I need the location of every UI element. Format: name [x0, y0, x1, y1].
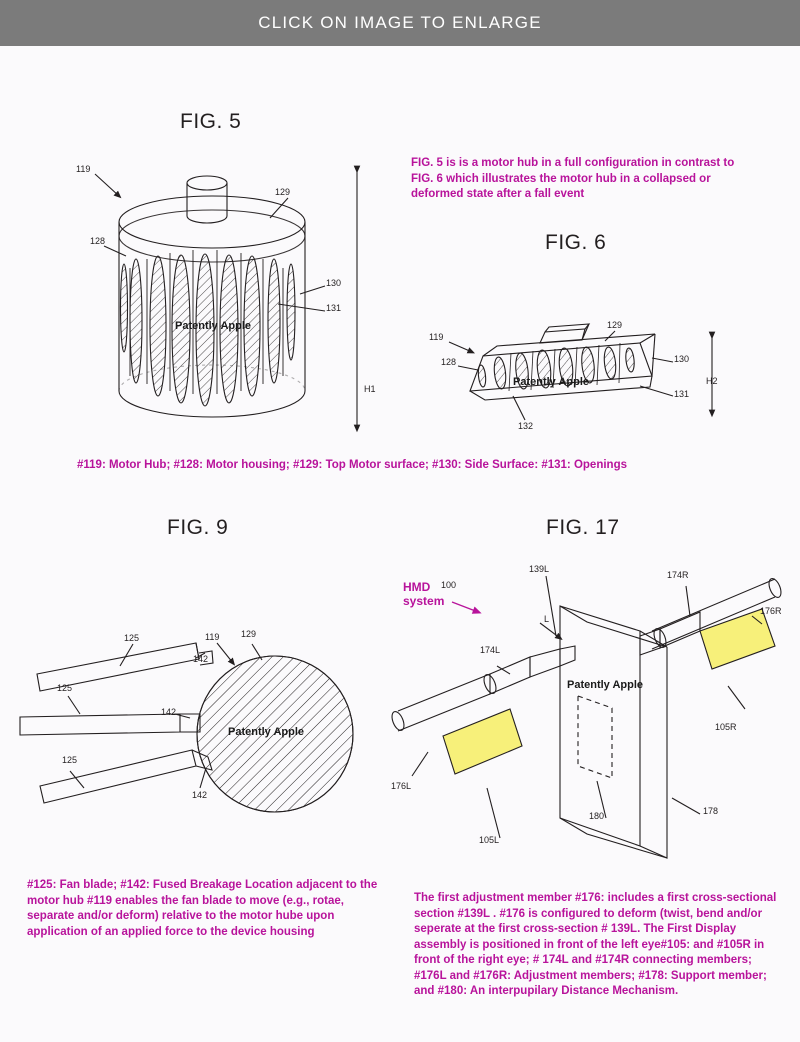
- fig5-label-130: 130: [326, 278, 342, 288]
- fig5-label-128: 128: [90, 236, 106, 246]
- fig17-label-100: 100: [441, 580, 457, 590]
- fig17-watermark: Patently Apple: [567, 679, 643, 691]
- fig9-title: FIG. 9: [167, 516, 229, 539]
- fig5-fig6-note: FIG. 5 is is a motor hub in a full configuration in contrast to FIG. 6 which illustrates the motor hub in a collapsed or deformed state after a fall event: [411, 157, 735, 200]
- fig17-label-105R: 105R: [715, 722, 737, 732]
- fig6-watermark: Patently Apple: [513, 376, 589, 388]
- patent-figure-sheet: [0, 46, 800, 1042]
- fig17-label-180: 180: [589, 811, 605, 821]
- fig9-label-142-b: 142: [161, 707, 177, 717]
- fig6-label-129: 129: [607, 320, 623, 330]
- fig5-watermark: Patently Apple: [175, 320, 251, 332]
- fig17-label-105L: 105L: [479, 835, 500, 845]
- fig6-label-h2: H2: [706, 376, 718, 386]
- fig17-label-174R: 174R: [667, 570, 689, 580]
- fig6-label-128: 128: [441, 357, 457, 367]
- fig9-label-142-c: 142: [192, 790, 208, 800]
- caption-fig9: #125: Fan blade; #142: Fused Breakage Location adjacent to the motor hub #119 enables the fan blade to move (e.g., rotae, separate and/or deform) relative to the motor hube upon application of an applied force to the device housing: [27, 879, 378, 938]
- fig17-hmd-label: HMD system: [403, 580, 445, 608]
- enlarge-banner[interactable]: [0, 0, 800, 46]
- fig17-label-176L: 176L: [391, 781, 412, 791]
- fig9-watermark: Patently Apple: [228, 726, 304, 738]
- fig5-label-h1: H1: [364, 384, 376, 394]
- fig5-label-119: 119: [76, 164, 91, 174]
- fig17-label-178: 178: [703, 806, 719, 816]
- fig5-title: FIG. 5: [180, 110, 242, 133]
- fig6-title: FIG. 6: [545, 231, 607, 254]
- fig17-label-176R: 176R: [760, 606, 782, 616]
- fig9-label-142-a: 142: [193, 654, 209, 664]
- fig17-label-L: L: [544, 614, 550, 624]
- fig6-label-132: 132: [518, 421, 534, 431]
- fig6-label-119: 119: [429, 332, 444, 342]
- caption-fig17: The first adjustment member #176: includes a first cross-sectional section #139L . #176 is configured to deform (twist, bend and/or seperate at the first cross-section # 139L. The First Display assembly is positioned in front of the left eye#105: and #105R in front of the right eye; # 174L and #174R connecting members; #176L and #176R: Adjustment members; #178: Support member; and #180: An interpupilary Distance Mechanism.: [414, 892, 777, 997]
- fig5-label-129: 129: [275, 187, 291, 197]
- caption-fig5-fig6: #119: Motor Hub; #128: Motor housing; #129: Top Motor surface; #130: Side Surface: #131: Openings: [77, 459, 627, 471]
- fig17-label-139L: 139L: [529, 564, 550, 574]
- fig9-label-119: 119: [205, 632, 220, 642]
- fig5-label-131: 131: [326, 303, 342, 313]
- fig17-label-174L: 174L: [480, 645, 501, 655]
- fig6-label-130: 130: [674, 354, 690, 364]
- fig9-label-125-b: 125: [57, 683, 73, 693]
- fig9-label-129: 129: [241, 629, 257, 639]
- fig9-label-125-c: 125: [62, 755, 78, 765]
- banner-text: CLICK ON IMAGE TO ENLARGE: [258, 13, 542, 32]
- fig17-title: FIG. 17: [546, 516, 620, 539]
- fig6-label-131: 131: [674, 389, 690, 399]
- fig9-label-125-a: 125: [124, 633, 140, 643]
